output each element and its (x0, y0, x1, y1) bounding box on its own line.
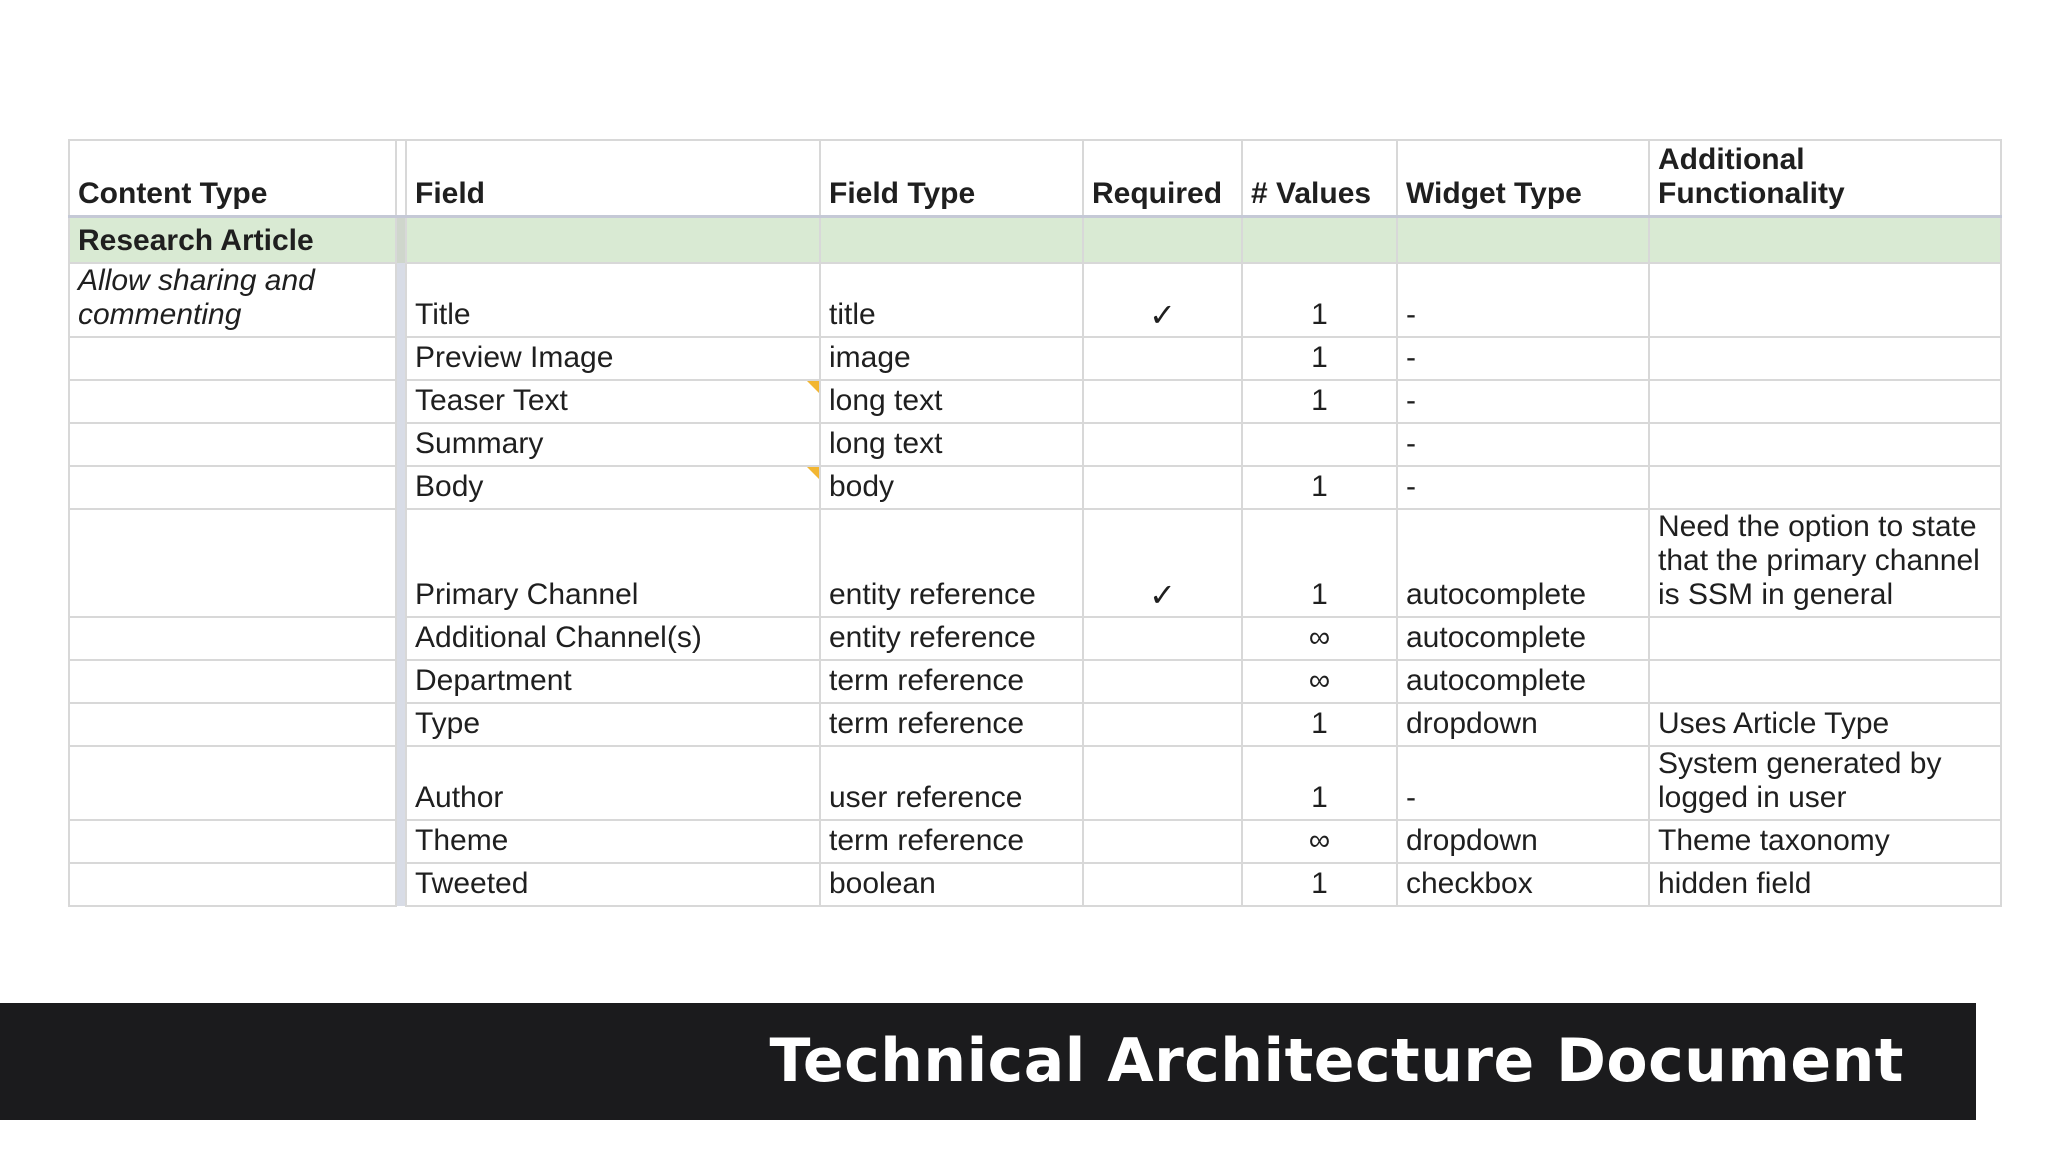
required-cell[interactable]: ✓ (1083, 509, 1242, 617)
additional-functionality-cell[interactable] (1649, 337, 2001, 380)
header-additional-functionality[interactable]: Additional Functionality (1649, 140, 2001, 217)
values-cell[interactable]: ∞ (1242, 660, 1397, 703)
additional-functionality-cell[interactable] (1649, 466, 2001, 509)
field-type-cell[interactable]: long text (820, 423, 1083, 466)
required-cell[interactable] (1083, 820, 1242, 863)
widget-type-cell[interactable]: - (1397, 337, 1649, 380)
field-cell[interactable]: Primary Channel (406, 509, 820, 617)
table-row (69, 263, 2001, 337)
table-row (69, 820, 2001, 863)
content-type-cell[interactable] (69, 337, 396, 380)
field-type-cell[interactable]: title (820, 263, 1083, 337)
comment-indicator-icon[interactable] (807, 467, 819, 479)
widget-type-cell[interactable]: autocomplete (1397, 660, 1649, 703)
values-cell[interactable]: 1 (1242, 509, 1397, 617)
widget-type-cell[interactable]: checkbox (1397, 863, 1649, 906)
values-cell[interactable]: ∞ (1242, 820, 1397, 863)
field-cell[interactable]: Body (406, 466, 820, 509)
content-type-cell[interactable] (69, 660, 396, 703)
frozen-column-divider (396, 820, 406, 863)
table-row (69, 509, 2001, 617)
header-field[interactable]: Field (406, 140, 820, 217)
required-cell[interactable] (1083, 746, 1242, 820)
values-cell[interactable]: 1 (1242, 863, 1397, 906)
widget-type-cell[interactable]: - (1397, 380, 1649, 423)
header-content-type[interactable]: Content Type (69, 140, 396, 217)
widget-type-cell[interactable]: - (1397, 746, 1649, 820)
section-cell[interactable] (1083, 217, 1242, 264)
required-cell[interactable] (1083, 337, 1242, 380)
frozen-column-divider (396, 617, 406, 660)
table-row (69, 466, 2001, 509)
content-type-cell[interactable] (69, 380, 396, 423)
content-type-note-cell[interactable]: Allow sharing and commenting (69, 263, 396, 337)
additional-functionality-cell[interactable] (1649, 380, 2001, 423)
field-type-cell[interactable]: entity reference (820, 617, 1083, 660)
spreadsheet-table (68, 139, 2000, 907)
values-cell[interactable]: 1 (1242, 337, 1397, 380)
frozen-column-divider (396, 703, 406, 746)
frozen-column-divider (396, 863, 406, 906)
content-type-cell[interactable] (69, 423, 396, 466)
content-type-cell[interactable] (69, 703, 396, 746)
additional-functionality-cell[interactable] (1649, 263, 2001, 337)
section-cell[interactable] (1649, 217, 2001, 264)
content-type-cell[interactable] (69, 746, 396, 820)
field-type-cell[interactable]: term reference (820, 703, 1083, 746)
frozen-column-divider (396, 263, 406, 337)
table-row (69, 380, 2001, 423)
widget-type-cell[interactable]: dropdown (1397, 820, 1649, 863)
frozen-column-divider (396, 746, 406, 820)
field-type-cell[interactable]: long text (820, 380, 1083, 423)
field-type-cell[interactable]: entity reference (820, 509, 1083, 617)
field-cell[interactable]: Title (406, 263, 820, 337)
comment-indicator-icon[interactable] (807, 381, 819, 393)
header-values[interactable]: # Values (1242, 140, 1397, 217)
values-cell[interactable]: 1 (1242, 380, 1397, 423)
table-row (69, 746, 2001, 820)
field-cell[interactable]: Teaser Text (406, 380, 820, 423)
table-row (69, 423, 2001, 466)
field-definition-table (68, 139, 2002, 907)
content-type-cell[interactable]: Research Article (69, 217, 396, 264)
field-type-cell[interactable]: term reference (820, 820, 1083, 863)
values-cell[interactable]: 1 (1242, 703, 1397, 746)
content-type-cell[interactable] (69, 509, 396, 617)
section-cell[interactable] (820, 217, 1083, 264)
required-cell[interactable] (1083, 660, 1242, 703)
field-cell[interactable]: Department (406, 660, 820, 703)
additional-functionality-cell[interactable]: Uses Article Type (1649, 703, 2001, 746)
frozen-column-divider (396, 466, 406, 509)
additional-functionality-cell[interactable]: Need the option to state that the primary channel is SSM in general (1649, 509, 2001, 617)
additional-functionality-cell[interactable]: Theme taxonomy (1649, 820, 2001, 863)
header-field-type[interactable]: Field Type (820, 140, 1083, 217)
field-type-cell[interactable]: body (820, 466, 1083, 509)
widget-type-cell[interactable]: - (1397, 423, 1649, 466)
additional-functionality-cell[interactable] (1649, 423, 2001, 466)
field-cell[interactable]: Summary (406, 423, 820, 466)
field-type-cell[interactable]: image (820, 337, 1083, 380)
field-type-cell[interactable]: term reference (820, 660, 1083, 703)
required-cell[interactable] (1083, 380, 1242, 423)
table-row (69, 703, 2001, 746)
document-title: Technical Architecture Document (769, 1026, 1904, 1096)
field-cell[interactable]: Author (406, 746, 820, 820)
section-cell[interactable] (1242, 217, 1397, 264)
field-type-cell[interactable]: user reference (820, 746, 1083, 820)
frozen-column-divider (396, 423, 406, 466)
additional-functionality-cell[interactable]: hidden field (1649, 863, 2001, 906)
content-type-cell[interactable] (69, 466, 396, 509)
field-cell[interactable]: Type (406, 703, 820, 746)
required-cell[interactable]: ✓ (1083, 263, 1242, 337)
table-row (69, 660, 2001, 703)
required-cell[interactable] (1083, 703, 1242, 746)
values-cell[interactable] (1242, 423, 1397, 466)
widget-type-cell[interactable]: autocomplete (1397, 509, 1649, 617)
additional-functionality-cell[interactable]: System generated by logged in user (1649, 746, 2001, 820)
values-cell[interactable]: 1 (1242, 746, 1397, 820)
content-type-cell[interactable] (69, 617, 396, 660)
field-cell[interactable]: Additional Channel(s) (406, 617, 820, 660)
required-cell[interactable] (1083, 423, 1242, 466)
values-cell[interactable]: 1 (1242, 263, 1397, 337)
table-row (69, 337, 2001, 380)
frozen-column-divider (396, 217, 406, 264)
title-banner (0, 1003, 1976, 1120)
frozen-column-divider (396, 380, 406, 423)
field-cell[interactable]: Theme (406, 820, 820, 863)
section-cell[interactable] (1397, 217, 1649, 264)
frozen-column-divider[interactable] (396, 140, 406, 217)
field-cell[interactable]: Tweeted (406, 863, 820, 906)
header-widget-type[interactable]: Widget Type (1397, 140, 1649, 217)
additional-functionality-cell[interactable] (1649, 617, 2001, 660)
widget-type-cell[interactable]: - (1397, 466, 1649, 509)
header-required[interactable]: Required (1083, 140, 1242, 217)
table-row (69, 617, 2001, 660)
content-type-cell[interactable] (69, 863, 396, 906)
required-cell[interactable] (1083, 466, 1242, 509)
values-cell[interactable]: 1 (1242, 466, 1397, 509)
content-type-cell[interactable] (69, 820, 396, 863)
field-cell[interactable]: Preview Image (406, 337, 820, 380)
section-cell[interactable] (406, 217, 820, 264)
widget-type-cell[interactable]: - (1397, 263, 1649, 337)
header-row (69, 140, 2001, 217)
widget-type-cell[interactable]: dropdown (1397, 703, 1649, 746)
frozen-column-divider (396, 509, 406, 617)
frozen-column-divider (396, 660, 406, 703)
section-row (69, 217, 2001, 264)
additional-functionality-cell[interactable] (1649, 660, 2001, 703)
field-type-cell[interactable]: boolean (820, 863, 1083, 906)
table-row (69, 863, 2001, 906)
frozen-column-divider (396, 337, 406, 380)
required-cell[interactable] (1083, 863, 1242, 906)
required-cell[interactable] (1083, 617, 1242, 660)
values-cell[interactable]: ∞ (1242, 617, 1397, 660)
widget-type-cell[interactable]: autocomplete (1397, 617, 1649, 660)
